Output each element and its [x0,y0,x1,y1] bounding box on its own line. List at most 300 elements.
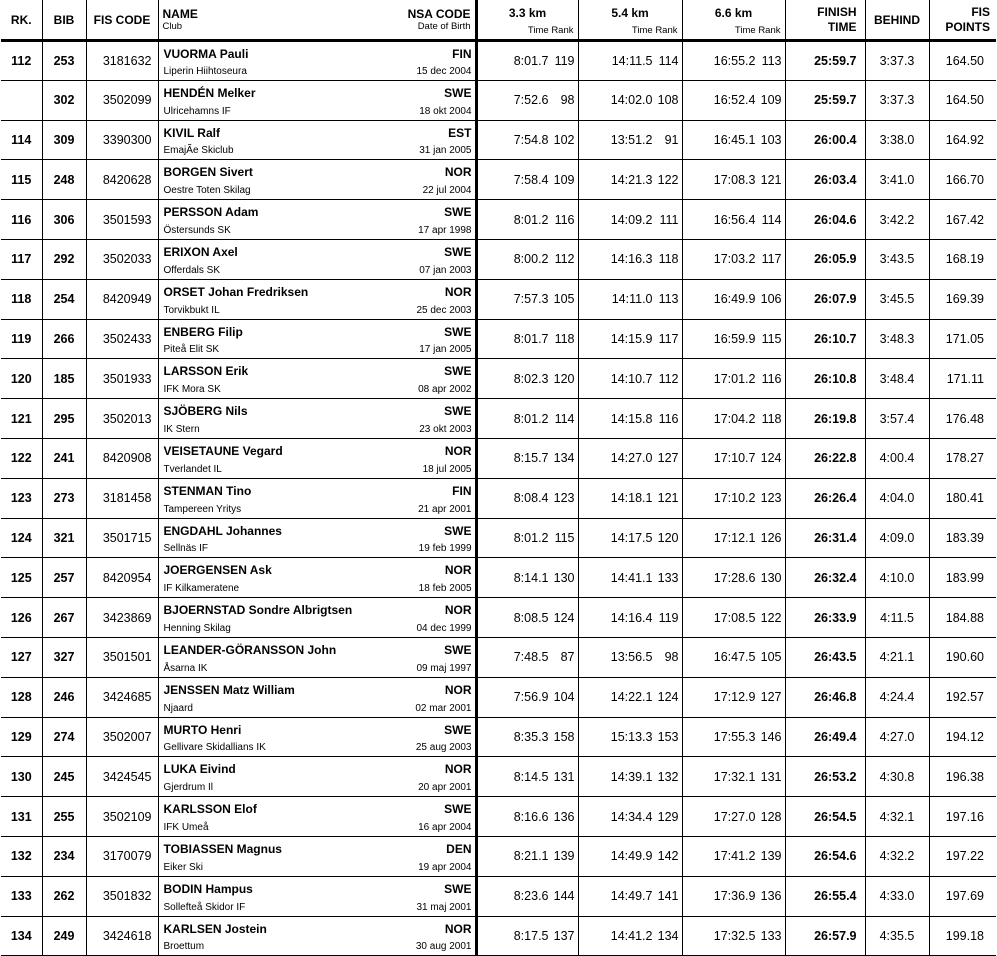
split-1-rank: 124 [553,610,575,625]
split-2-cell [578,120,682,160]
split-3-rank: 109 [760,93,782,108]
split-1-time: 8:01.2 [513,530,549,545]
date-of-birth: 16 apr 2004 [418,821,472,833]
header-split-2-time-rank: Time Rank [631,25,678,36]
split-3-rank: 146 [760,729,782,744]
table-row [1,518,996,558]
split-2-time: 14:16.4 [610,610,653,625]
header-split-1-time-rank: Time Rank [527,25,574,36]
split-3-cell [682,717,785,757]
date-of-birth: 25 aug 2003 [415,742,472,754]
finish-time-cell: 26:26.4 [785,478,865,518]
split-2-cell [578,757,682,797]
rank-cell: 122 [1,438,42,478]
behind-cell: 3:42.2 [865,200,929,240]
split-3-cell [682,41,785,81]
split-2-time: 14:41.1 [610,570,653,585]
split-1-time: 8:08.4 [513,491,549,506]
behind-cell: 4:33.0 [865,876,929,916]
nsa-code: SWE [444,205,472,220]
nsa-code: EST [448,125,472,140]
split-3-cell [682,120,785,160]
finish-time-cell: 26:49.4 [785,717,865,757]
fis-code-cell: 3501501 [86,637,158,677]
fis-code-cell: 3502033 [86,239,158,279]
split-2-rank: 118 [658,252,679,267]
rank-cell: 112 [1,41,42,81]
header-name-label: NAME [162,7,198,21]
split-2-rank: 134 [657,928,679,943]
athlete-club: Gjerdrum Il [163,782,213,794]
split-2-time: 14:21.3 [610,172,653,187]
athlete-name: SJÖBERG Nils [163,404,248,419]
finish-time-cell: 26:46.8 [785,677,865,717]
finish-time-cell: 26:54.6 [785,836,865,876]
split-2-rank: 133 [657,570,679,585]
athlete-name: BORGEN Sivert [163,165,253,180]
athlete-cell [158,120,476,160]
athlete-cell [158,558,476,598]
athlete-name: TOBIASSEN Magnus [163,841,282,856]
fis-points-cell: 168.19 [929,239,996,279]
split-2-cell [578,836,682,876]
fis-points-cell: 196.38 [929,757,996,797]
date-of-birth: 17 jan 2005 [419,344,472,356]
split-1-rank: 131 [553,769,575,784]
split-3-time: 17:10.2 [713,491,756,506]
split-2-rank: 129 [657,809,679,824]
split-3-rank: 126 [760,530,782,545]
table-row [1,239,996,279]
rank-cell: 124 [1,518,42,558]
split-2-rank: 120 [657,530,679,545]
bib-cell: 266 [42,319,86,359]
athlete-cell [158,279,476,319]
fis-points-cell: 194.12 [929,717,996,757]
date-of-birth: 21 apr 2001 [418,503,472,515]
split-2-cell [578,41,682,81]
header-split-2-distance: 5.4 km [611,6,649,20]
split-3-cell [682,598,785,638]
split-1-time: 8:00.2 [513,252,549,267]
fis-points-cell: 192.57 [929,677,996,717]
table-row [1,80,996,120]
split-1-rank: 130 [553,570,575,585]
rank-cell: 131 [1,797,42,837]
date-of-birth: 15 dec 2004 [416,65,472,77]
fis-code-cell: 3501933 [86,359,158,399]
bib-cell: 245 [42,757,86,797]
bib-cell: 306 [42,200,86,240]
split-1-cell [476,399,578,439]
date-of-birth: 18 feb 2005 [418,583,472,595]
table-row [1,359,996,399]
fis-points-cell: 184.88 [929,598,996,638]
split-1-time: 7:58.4 [513,172,549,187]
split-1-rank: 134 [553,451,575,466]
behind-cell: 3:57.4 [865,399,929,439]
split-3-time: 17:04.2 [713,411,756,426]
table-row [1,558,996,598]
split-1-time: 8:17.5 [513,928,549,943]
athlete-cell [158,160,476,200]
fis-points-cell: 199.18 [929,916,996,956]
bib-cell: 254 [42,279,86,319]
finish-time-cell: 26:00.4 [785,120,865,160]
header-finish-line1: FINISH [817,4,857,19]
split-3-rank: 122 [760,610,782,625]
date-of-birth: 31 maj 2001 [416,901,472,913]
header-finish-time [785,0,865,41]
athlete-name: BJOERNSTAD Sondre Albrigtsen [163,603,353,618]
athlete-name: VUORMA Pauli [163,47,249,61]
split-3-time: 17:10.7 [713,451,756,466]
header-nsa-code: NSA CODE [407,7,471,21]
split-2-cell [578,160,682,200]
bib-cell: 185 [42,359,86,399]
fis-points-cell: 164.50 [929,41,996,81]
split-2-rank: 98 [664,650,679,665]
bib-cell: 234 [42,836,86,876]
split-1-rank: 136 [553,809,575,824]
split-3-cell [682,319,785,359]
split-2-time: 13:56.5 [610,650,653,665]
fis-code-cell: 8420949 [86,279,158,319]
rank-cell: 120 [1,359,42,399]
split-2-rank: 121 [657,491,679,506]
fis-points-cell: 178.27 [929,438,996,478]
athlete-club: EmajÃe Skiclub [163,145,234,157]
split-3-rank: 114 [761,212,782,227]
fis-points-cell: 190.60 [929,637,996,677]
fis-code-cell: 8420954 [86,558,158,598]
split-2-time: 14:18.1 [610,491,653,506]
header-split-3 [682,0,785,41]
split-3-cell [682,279,785,319]
table-row [1,200,996,240]
athlete-name: ENBERG Filip [163,324,243,339]
fis-points-cell: 167.42 [929,200,996,240]
split-3-time: 16:52.4 [713,93,756,108]
bib-cell: 267 [42,598,86,638]
split-2-rank: 124 [657,690,679,705]
split-1-time: 7:52.6 [513,93,549,108]
header-split-3-time-rank: Time Rank [734,25,781,36]
rank-cell: 125 [1,558,42,598]
split-2-cell [578,916,682,956]
date-of-birth: 20 apr 2001 [418,782,472,794]
finish-time-cell: 26:43.5 [785,637,865,677]
athlete-club: Tampereen Yritys [163,503,242,515]
split-1-cell [476,797,578,837]
table-row [1,478,996,518]
split-2-time: 14:11.0 [611,292,653,307]
split-3-rank: 105 [760,650,782,665]
nsa-code: NOR [444,563,472,578]
date-of-birth: 07 jan 2003 [419,264,472,276]
date-of-birth: 19 feb 1999 [418,543,472,555]
table-row [1,160,996,200]
nsa-code: NOR [444,762,472,777]
split-3-rank: 139 [760,849,782,864]
athlete-name: STENMAN Tino [163,483,252,498]
split-3-cell [682,239,785,279]
bib-cell: 274 [42,717,86,757]
split-3-rank: 131 [760,769,782,784]
athlete-club: Eiker Ski [163,861,203,873]
behind-cell: 3:43.5 [865,239,929,279]
rank-cell: 119 [1,319,42,359]
fis-code-cell: 3502007 [86,717,158,757]
athlete-club: IK Stern [163,423,200,435]
finish-time-cell: 25:59.7 [785,80,865,120]
split-3-cell [682,836,785,876]
athlete-club: Broettum [163,941,205,953]
split-1-time: 8:08.5 [513,610,549,625]
nsa-code: FIN [452,47,472,61]
split-3-time: 17:36.9 [713,889,756,904]
split-3-rank: 113 [761,53,782,68]
split-3-time: 17:28.6 [713,570,756,585]
header-behind: BEHIND [865,0,929,41]
split-1-cell [476,80,578,120]
header-points-line2: POINTS [945,19,990,34]
split-2-cell [578,637,682,677]
header-split-1 [476,0,578,41]
date-of-birth: 25 dec 2003 [416,304,472,316]
split-2-time: 14:02.0 [610,93,653,108]
nsa-code: SWE [444,642,472,657]
table-row [1,717,996,757]
rank-cell: 126 [1,598,42,638]
finish-time-cell: 26:53.2 [785,757,865,797]
date-of-birth: 18 okt 2004 [419,105,472,117]
fis-code-cell: 3424545 [86,757,158,797]
rank-cell: 117 [1,239,42,279]
split-3-time: 17:41.2 [713,849,756,864]
fis-code-cell: 3424685 [86,677,158,717]
split-1-cell [476,478,578,518]
behind-cell: 4:21.1 [865,637,929,677]
rank-cell: 123 [1,478,42,518]
athlete-cell [158,797,476,837]
header-name [158,0,476,41]
split-3-time: 17:08.3 [713,172,756,187]
rank-cell: 132 [1,836,42,876]
split-1-rank: 158 [553,729,575,744]
header-fis-points [929,0,996,41]
finish-time-cell: 26:04.6 [785,200,865,240]
rank-cell: 114 [1,120,42,160]
bib-cell: 253 [42,41,86,81]
split-1-rank: 87 [560,650,575,665]
split-3-cell [682,478,785,518]
split-2-rank: 114 [658,53,679,68]
split-2-time: 14:11.5 [611,53,653,68]
finish-time-cell: 26:07.9 [785,279,865,319]
athlete-club: Piteå Elit SK [163,344,220,356]
nsa-code: SWE [444,364,472,379]
athlete-name: ENGDAHL Johannes [163,523,282,538]
header-dob: Date of Birth [417,21,471,32]
bib-cell: 273 [42,478,86,518]
split-1-time: 8:01.7 [513,331,549,346]
behind-cell: 4:30.8 [865,757,929,797]
finish-time-cell: 26:05.9 [785,239,865,279]
fis-code-cell: 3170079 [86,836,158,876]
finish-time-cell: 26:54.5 [785,797,865,837]
athlete-name: KARLSEN Jostein [163,921,267,936]
fis-points-cell: 197.69 [929,876,996,916]
split-2-time: 14:49.7 [610,889,653,904]
bib-cell: 295 [42,399,86,439]
header-finish-line2: TIME [827,19,857,34]
split-2-rank: 91 [664,132,679,147]
date-of-birth: 23 okt 2003 [419,423,472,435]
fis-points-cell: 183.39 [929,518,996,558]
table-header [1,0,996,41]
split-1-time: 8:16.6 [513,809,549,824]
nsa-code: SWE [444,881,472,896]
split-1-rank: 137 [553,928,575,943]
split-1-cell [476,120,578,160]
behind-cell: 3:48.4 [865,359,929,399]
split-1-rank: 105 [553,292,575,307]
rank-cell: 121 [1,399,42,439]
split-2-time: 14:27.0 [610,451,653,466]
split-2-time: 13:51.2 [610,132,653,147]
athlete-cell [158,757,476,797]
athlete-name: VEISETAUNE Vegard [163,443,283,458]
date-of-birth: 22 jul 2004 [422,185,472,197]
fis-code-cell: 3502109 [86,797,158,837]
split-1-cell [476,160,578,200]
split-2-time: 14:15.8 [610,411,653,426]
split-2-time: 14:41.2 [610,928,653,943]
split-2-rank: 108 [657,93,679,108]
table-row [1,120,996,160]
table-row [1,319,996,359]
split-3-cell [682,438,785,478]
athlete-cell [158,478,476,518]
athlete-club: Tverlandet IL [163,463,222,475]
split-3-rank: 136 [760,889,782,904]
split-1-rank: 119 [554,53,575,68]
split-2-rank: 127 [657,451,679,466]
split-2-cell [578,200,682,240]
split-1-rank: 112 [554,252,575,267]
date-of-birth: 19 apr 2004 [418,861,472,873]
split-3-time: 17:03.2 [713,252,756,267]
rank-cell: 127 [1,637,42,677]
athlete-name: HENDÉN Melker [163,85,256,100]
split-2-time: 14:15.9 [610,331,653,346]
athlete-cell [158,717,476,757]
split-2-time: 14:34.4 [610,809,653,824]
athlete-club: Gellivare Skidallians IK [163,742,266,754]
nsa-code: DEN [446,841,472,856]
header-rank: RK. [1,0,42,41]
nsa-code: SWE [444,404,472,419]
split-3-cell [682,876,785,916]
split-3-rank: 124 [760,451,782,466]
rank-cell: 118 [1,279,42,319]
athlete-club: Ulricehamns IF [163,105,231,117]
split-2-time: 15:13.3 [610,729,653,744]
split-3-rank: 117 [761,252,782,267]
split-3-rank: 116 [761,371,782,386]
athlete-cell [158,836,476,876]
table-row [1,41,996,81]
split-1-rank: 104 [553,690,575,705]
fis-code-cell: 8420628 [86,160,158,200]
fis-points-cell: 171.11 [929,359,996,399]
date-of-birth: 17 apr 1998 [418,224,472,236]
split-2-cell [578,478,682,518]
split-2-cell [578,717,682,757]
split-3-rank: 106 [760,292,782,307]
split-3-cell [682,797,785,837]
split-1-cell [476,41,578,81]
rank-cell: 115 [1,160,42,200]
split-3-time: 17:01.2 [713,371,756,386]
split-3-cell [682,160,785,200]
split-1-cell [476,876,578,916]
athlete-name: PERSSON Adam [163,205,259,220]
bib-cell: 249 [42,916,86,956]
behind-cell: 4:35.5 [865,916,929,956]
split-1-time: 7:57.3 [513,292,549,307]
table-row [1,399,996,439]
table-row [1,916,996,956]
rank-cell: 133 [1,876,42,916]
split-1-cell [476,598,578,638]
finish-time-cell: 26:10.8 [785,359,865,399]
split-3-rank: 115 [761,331,782,346]
athlete-name: KIVIL Ralf [163,125,220,140]
fis-code-cell: 3501593 [86,200,158,240]
athlete-name: ORSET Johan Fredriksen [163,284,309,299]
split-2-cell [578,518,682,558]
rank-cell: 116 [1,200,42,240]
athlete-club: IFK Umeå [163,821,209,833]
split-2-rank: 132 [657,769,679,784]
fis-points-cell: 180.41 [929,478,996,518]
athlete-cell [158,200,476,240]
rank-cell: 129 [1,717,42,757]
nsa-code: SWE [444,324,472,339]
split-1-cell [476,558,578,598]
split-1-time: 8:23.6 [513,889,549,904]
athlete-cell [158,80,476,120]
table-row [1,637,996,677]
date-of-birth: 02 mar 2001 [415,702,472,714]
athlete-name: ERIXON Axel [163,244,238,259]
nsa-code: SWE [444,85,472,100]
athlete-club: IFK Mora SK [163,384,221,396]
split-2-cell [578,797,682,837]
bib-cell: 262 [42,876,86,916]
finish-time-cell: 26:55.4 [785,876,865,916]
athlete-club: Njaard [163,702,193,714]
split-1-rank: 102 [553,132,575,147]
athlete-cell [158,438,476,478]
athlete-cell [158,399,476,439]
nsa-code: SWE [444,523,472,538]
nsa-code: NOR [444,284,472,299]
date-of-birth: 30 aug 2001 [415,941,472,953]
behind-cell: 4:09.0 [865,518,929,558]
